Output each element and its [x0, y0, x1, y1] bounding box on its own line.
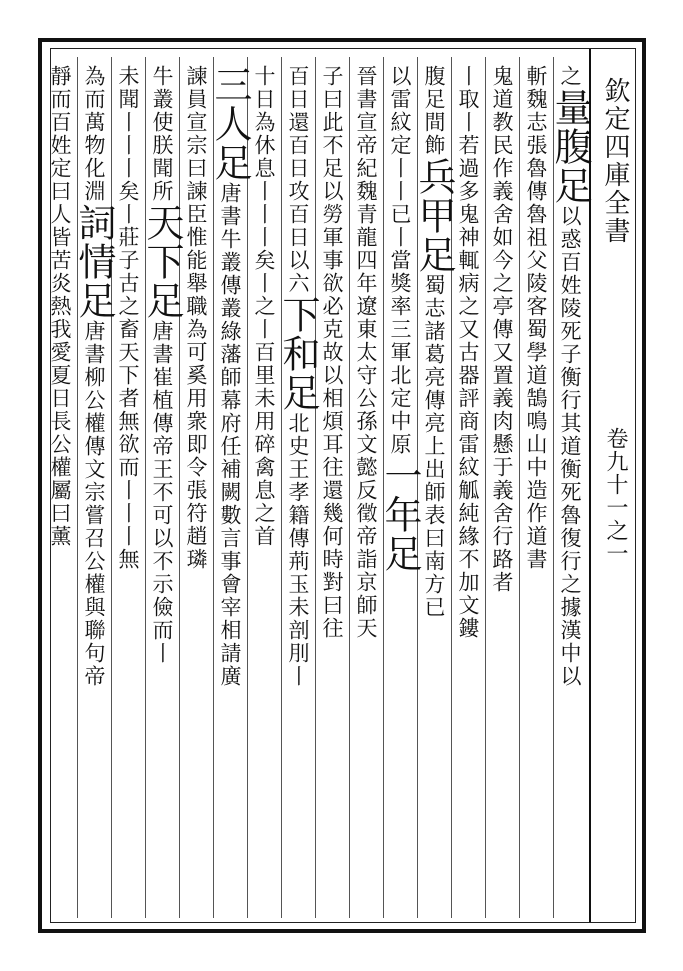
text-column	[315, 57, 349, 918]
text-segment: 以雷紋	[388, 65, 412, 134]
text-segment: 唐書崔植傳帝王不可以不示儉而丨	[150, 320, 174, 665]
text-segment: 之	[558, 65, 582, 88]
text-column	[43, 57, 77, 918]
entry-heading: 三人足	[208, 65, 252, 182]
entry-heading: 兵甲足	[412, 157, 456, 274]
inner-border	[50, 48, 636, 923]
text-column	[276, 57, 320, 918]
text-column	[247, 57, 281, 918]
text-segment: 未聞丨丨丨矣	[116, 65, 140, 203]
text-segment: 魏志張魯傳魯祖父陵客蜀學道鵠鳴山中造作道書	[524, 88, 548, 571]
margin-column	[589, 49, 635, 922]
text-segment: 斬	[524, 65, 548, 88]
text-column	[548, 57, 592, 918]
book-title: 欽定四庫全書	[600, 77, 630, 245]
text-segment: 丨取丨若過多鬼神輒病之又古器評商雷紋觚純緣不加文鏤	[456, 65, 480, 640]
text-segment: 唐書牛叢傳叢綠藩師幕府任補闕數言事會宰相請廣	[218, 182, 242, 688]
text-segment: 蜀志諸葛亮傳亮上出師表曰南方已	[422, 274, 446, 619]
text-column	[378, 57, 422, 918]
text-body	[48, 57, 592, 918]
entry-heading: 天下足	[140, 203, 184, 320]
text-segment: 丨莊子古之畜天下者無欲而丨丨丨無	[116, 203, 140, 571]
entry-heading: 量腹足	[548, 88, 592, 205]
text-column	[111, 57, 145, 918]
page-frame	[38, 38, 646, 933]
text-segment: 以惑百姓陵死子衡行其道衡死魯復行之據漢中以	[558, 205, 582, 688]
text-segment: 子曰此不足以勞軍事欲必克故以相煩耳往還幾何時對曰往	[320, 65, 344, 640]
text-segment: 腹足間飾	[422, 65, 446, 157]
text-segment: 曰人皆苦炎熱我愛夏日長公權屬曰薰	[48, 180, 72, 548]
text-segment: 十日為休息丨丨丨矣	[252, 65, 276, 272]
text-column	[451, 57, 485, 918]
text-column	[179, 57, 213, 918]
text-segment: 百日還百日攻百日以六	[286, 65, 310, 295]
text-column	[140, 57, 184, 918]
text-segment: 唐書柳公權傳文宗嘗召公權與聯句帝	[82, 320, 106, 688]
text-segment: 丨之丨百里未用碎禽息之首	[252, 272, 276, 548]
text-segment: 鬼道教民作義舍如今之亭傳又置義肉懸于義舍行路者	[490, 65, 514, 594]
text-column	[208, 57, 252, 918]
entry-heading: 詞情足	[72, 203, 116, 320]
text-column	[349, 57, 383, 918]
entry-heading: 一年足	[378, 456, 422, 573]
text-segment: 北史王孝籍傳荊玉未剖刖丨	[286, 412, 310, 688]
text-segment: 定丨丨已丨當獎率三軍北定中原	[388, 134, 412, 456]
text-column	[72, 57, 116, 918]
entry-heading: 下和足	[276, 295, 320, 412]
text-column	[519, 57, 553, 918]
text-segment: 諫員宣宗曰諫臣惟能舉職為可奚用衆即令張符趙璘	[184, 65, 208, 571]
text-segment: 為而萬物化淵	[82, 65, 106, 203]
text-segment: 晉書宣帝紀魏青龍四年遼東太守公孫文懿反徵帝詣京師天	[354, 65, 378, 640]
text-segment: 牛叢使朕聞所	[150, 65, 174, 203]
text-segment: 靜而百姓定	[48, 65, 72, 180]
text-column	[412, 57, 456, 918]
text-column	[485, 57, 519, 918]
juan-label: 卷九十一之一	[603, 427, 628, 565]
